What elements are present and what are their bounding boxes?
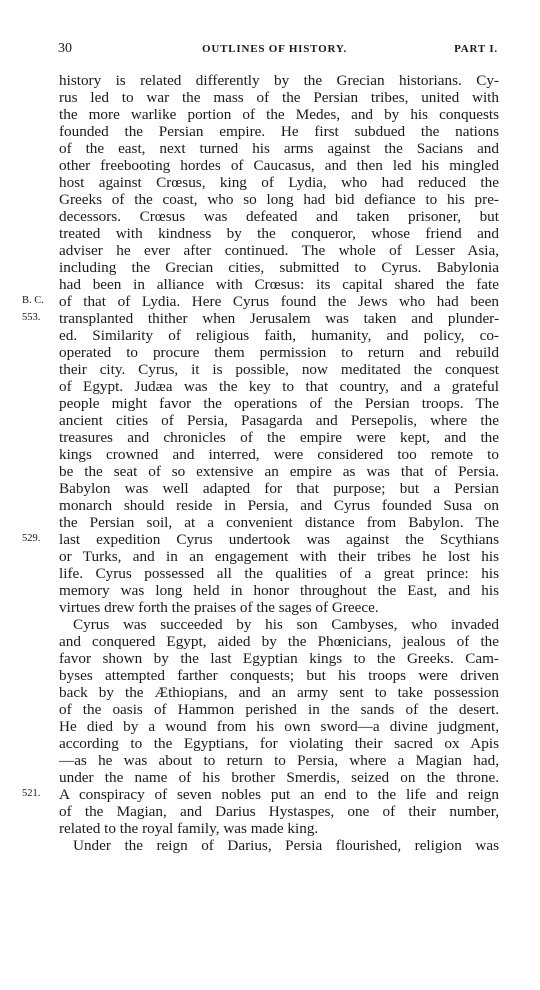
text-line: Cyrus was succeeded by his son Cambyses, who invaded <box>73 616 499 633</box>
running-title: OUTLINES OF HISTORY. <box>202 43 348 55</box>
text-line: related to the royal family, was made king. <box>59 820 319 837</box>
text-line: back by the Æthiopians, and an army sent to take possession <box>59 684 499 701</box>
margin-note-date: 553. <box>22 312 41 323</box>
text-line: of the east, next turned his arms against the Sacians and <box>59 140 499 157</box>
text-line: memory was long held in honor throughout the East, and his <box>59 582 499 599</box>
text-line: operated to procure them permission to return and rebuild <box>59 344 499 361</box>
text-line: including the Grecian cities, submitted to Cyrus. Babylonia <box>59 259 499 276</box>
text-line: transplanted thither when Jerusalem was taken and plunder- <box>59 310 499 327</box>
text-line: favor shown by the last Egyptian kings to the Greeks. Cam- <box>59 650 499 667</box>
text-line: other freebooting hordes of Caucasus, and then led his mingled <box>59 157 499 174</box>
text-line: ed. Similarity of religious faith, humanity, and policy, co- <box>59 327 499 344</box>
text-line: of that of Lydia. Here Cyrus found the Jews who had been <box>59 293 499 310</box>
text-line: the more warlike portion of the Medes, and by his conquests <box>59 106 499 123</box>
page-number: 30 <box>58 41 72 56</box>
margin-note-date: 529. <box>22 533 41 544</box>
text-line: Babylon was well adapted for that purpose; but a Persian <box>59 480 499 497</box>
text-line: treated with kindness by the conqueror, whose friend and <box>59 225 499 242</box>
text-line: or Turks, and in an engagement with their tribes he lost his <box>59 548 499 565</box>
text-line: and conquered Egypt, aided by the Phœnicians, jealous of the <box>59 633 499 650</box>
margin-note-date: B. C. <box>22 295 44 306</box>
text-line: history is related differently by the Grecian historians. Cy- <box>59 72 499 89</box>
text-line: under the name of his brother Smerdis, seized on the throne. <box>59 769 499 786</box>
text-line: He died by a wound from his own sword—a divine judgment, <box>59 718 499 735</box>
text-line: virtues drew forth the praises of the sages of Greece. <box>59 599 379 616</box>
text-line: ancient cities of Persia, Pasagarda and Persepolis, where the <box>59 412 499 429</box>
running-header <box>0 41 540 61</box>
text-line: monarch should reside in Persia, and Cyrus founded Susa on <box>59 497 499 514</box>
text-line: decessors. Crœsus was defeated and taken prisoner, but <box>59 208 499 225</box>
text-line: be the seat of so extensive an empire as was that of Persia. <box>59 463 499 480</box>
text-line: according to the Egyptians, for violating their sacred ox Apis <box>59 735 499 752</box>
text-line: the Persian soil, at a convenient distance from Babylon. The <box>59 514 499 531</box>
text-line: people might favor the operations of the Persian troops. The <box>59 395 499 412</box>
text-line: of the Magian, and Darius Hystaspes, one of their number, <box>59 803 499 820</box>
text-line: byses attempted farther conquests; but his troops were driven <box>59 667 499 684</box>
text-line: —as he was about to return to Persia, where a Magian had, <box>59 752 499 769</box>
text-line: their city. Cyrus, it is possible, now meditated the conquest <box>59 361 499 378</box>
text-line: Under the reign of Darius, Persia flourished, religion was <box>73 837 499 854</box>
text-line: founded the Persian empire. He first subdued the nations <box>59 123 499 140</box>
text-line: of the oasis of Hammon perished in the sands of the desert. <box>59 701 499 718</box>
text-line: life. Cyrus possessed all the qualities of a great prince: his <box>59 565 499 582</box>
text-line: Greeks of the coast, who so long had bid defiance to his pre- <box>59 191 499 208</box>
text-line: adviser he ever after continued. The whole of Lesser Asia, <box>59 242 499 259</box>
text-line: host against Crœsus, king of Lydia, who had reduced the <box>59 174 499 191</box>
text-line: of Egypt. Judæa was the key to that country, and a grateful <box>59 378 499 395</box>
part-label: PART I. <box>454 43 498 55</box>
text-line: treasures and chronicles of the empire were kept, and the <box>59 429 499 446</box>
text-line: kings crowned and interred, were considered too remote to <box>59 446 499 463</box>
text-line: last expedition Cyrus undertook was against the Scythians <box>59 531 499 548</box>
text-line: rus led to war the mass of the Persian tribes, united with <box>59 89 499 106</box>
text-line: A conspiracy of seven nobles put an end to the life and reign <box>59 786 499 803</box>
text-line: had been in alliance with Crœsus: its capital shared the fate <box>59 276 499 293</box>
margin-note-date: 521. <box>22 788 41 799</box>
